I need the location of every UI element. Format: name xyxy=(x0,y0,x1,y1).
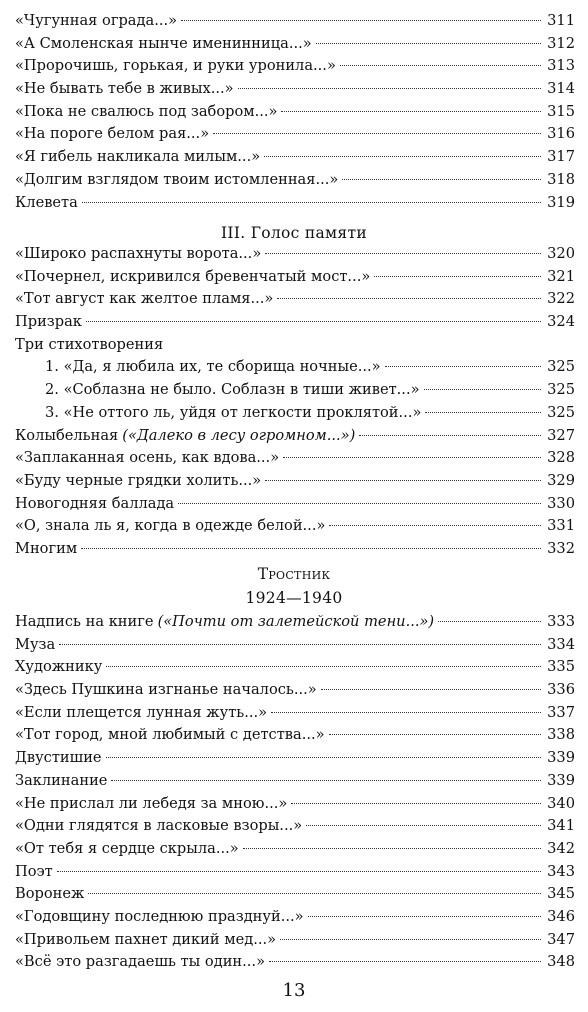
toc-entry xyxy=(15,906,575,929)
dot-leader xyxy=(340,65,541,66)
dot-leader xyxy=(106,757,541,758)
dot-leader xyxy=(424,389,541,390)
entry-title xyxy=(15,243,261,266)
entry-title-text: Муза xyxy=(15,635,56,653)
entry-title xyxy=(15,883,84,906)
entry-title-text: «Пророчишь, горькая, и руки уронила...» xyxy=(15,57,336,75)
entry-title-text: «Тот август как желтое пламя...» xyxy=(15,290,274,308)
dot-leader xyxy=(86,321,541,322)
entry-title xyxy=(15,679,317,702)
entry-title xyxy=(15,611,434,634)
dot-leader xyxy=(385,366,541,367)
entry-title xyxy=(15,929,276,952)
entry-page-number: 325 xyxy=(547,403,575,421)
toc-entry xyxy=(15,883,575,906)
toc-entry xyxy=(15,702,575,725)
entry-page-number: 346 xyxy=(547,907,575,925)
entry-page-number: 318 xyxy=(547,170,575,188)
entry-title-text: Клевета xyxy=(15,193,78,211)
toc-entry xyxy=(15,929,575,952)
entry-page-number: 341 xyxy=(547,817,575,835)
dot-leader xyxy=(281,111,541,112)
toc-block-2 xyxy=(15,243,575,561)
entry-title xyxy=(15,288,273,311)
entry-title xyxy=(15,33,312,56)
entry-page-number: 339 xyxy=(547,749,575,767)
dot-leader xyxy=(321,689,541,690)
toc-entry xyxy=(15,838,575,861)
dot-leader xyxy=(329,525,541,526)
entry-page-number: 314 xyxy=(547,80,575,98)
dot-leader xyxy=(81,548,541,549)
entry-title xyxy=(15,538,77,561)
entry-title xyxy=(15,447,279,470)
entry-title-text: Новогодняя баллада xyxy=(15,494,175,512)
entry-title xyxy=(45,356,381,379)
entry-title-text: Колыбельная xyxy=(15,426,119,444)
entry-title-text: «Я гибель накликала милым...» xyxy=(15,148,261,166)
entry-title xyxy=(15,146,260,169)
dot-leader xyxy=(283,457,541,458)
entry-title xyxy=(15,470,261,493)
toc-entry xyxy=(15,770,575,793)
entry-page-number: 342 xyxy=(547,839,575,857)
toc-entry xyxy=(15,78,575,101)
entry-page-number: 325 xyxy=(547,358,575,376)
toc-block-3 xyxy=(15,611,575,974)
entry-title xyxy=(15,815,302,838)
toc-entry xyxy=(15,311,575,334)
entry-page-number: 313 xyxy=(547,57,575,75)
entry-title xyxy=(15,78,234,101)
entry-title-text: 2. «Соблазна не было. Соблазн в тиши живет...» xyxy=(45,381,420,399)
entry-title xyxy=(15,55,336,78)
dot-leader xyxy=(111,780,541,781)
entry-title xyxy=(15,334,163,357)
entry-title-text: «Тот город, мной любимый с детства...» xyxy=(15,726,325,744)
dot-leader xyxy=(269,961,541,962)
toc-entry xyxy=(15,402,575,425)
entry-page-number: 348 xyxy=(547,953,575,971)
dot-leader xyxy=(59,644,541,645)
toc-entry xyxy=(15,493,575,516)
entry-title xyxy=(15,311,82,334)
entry-title xyxy=(15,951,265,974)
toc-block-1 xyxy=(15,10,575,214)
entry-page-number: 312 xyxy=(547,34,575,52)
entry-page-number: 320 xyxy=(547,245,575,262)
entry-title xyxy=(15,861,53,884)
dot-leader xyxy=(306,825,541,826)
toc-entry xyxy=(15,538,575,561)
dot-leader xyxy=(213,133,541,134)
entry-title-text: Три стихотворения xyxy=(15,335,164,353)
entry-title xyxy=(45,379,420,402)
entry-title xyxy=(15,656,102,679)
entry-title-text: «Если плещется лунная жуть...» xyxy=(15,703,268,721)
entry-page-number: 331 xyxy=(547,517,575,535)
entry-note: («Далеко в лесу огромном...») xyxy=(122,426,356,444)
toc-entry xyxy=(15,815,575,838)
entry-title-text: «Широко распахнуты ворота...» xyxy=(15,245,262,262)
toc-entry xyxy=(15,747,575,770)
toc-entry xyxy=(15,266,575,289)
entry-title xyxy=(15,425,355,448)
entry-title xyxy=(15,515,325,538)
entry-title-text: Надпись на книге xyxy=(15,613,154,630)
entry-title xyxy=(15,123,209,146)
toc-entry xyxy=(15,334,575,357)
entry-title xyxy=(15,770,107,793)
dot-leader xyxy=(264,156,541,157)
entry-title-text: 3. «Не оттого ль, уйдя от легкости проклятой...» xyxy=(45,403,422,421)
toc-entry xyxy=(15,656,575,679)
entry-title-text: Призрак xyxy=(15,313,82,331)
entry-page-number: 333 xyxy=(547,613,575,630)
dot-leader xyxy=(238,88,541,89)
entry-title-text: «Пока не свалюсь под забором...» xyxy=(15,102,278,120)
entry-title xyxy=(15,747,102,770)
entry-page-number: 332 xyxy=(547,539,575,557)
entry-title-text: «Почернел, искривился бревенчатый мост...» xyxy=(15,267,371,285)
dot-leader xyxy=(88,893,541,894)
section-years: 1924—1940 xyxy=(245,589,343,607)
toc-entry xyxy=(15,123,575,146)
dot-leader xyxy=(82,202,541,203)
entry-title-text: Воронеж xyxy=(15,885,85,903)
entry-page-number: 329 xyxy=(547,471,575,489)
entry-title-text: «Годовщину последнюю празднуй...» xyxy=(15,907,304,925)
toc-entry xyxy=(15,425,575,448)
entry-title-text: Заклинание xyxy=(15,771,108,789)
dot-leader xyxy=(438,621,541,622)
dot-leader xyxy=(106,666,541,667)
toc-entry xyxy=(15,951,575,974)
toc-entry xyxy=(15,192,575,215)
entry-title-text: Поэт xyxy=(15,862,53,880)
entry-page-number: 347 xyxy=(547,930,575,948)
toc-entry xyxy=(15,55,575,78)
entry-page-number: 317 xyxy=(547,148,575,166)
dot-leader xyxy=(425,412,541,413)
entry-title-text: «Всё это разгадаешь ты один...» xyxy=(15,953,265,971)
entry-page-number: 338 xyxy=(547,726,575,744)
entry-title xyxy=(15,724,325,747)
toc-entry xyxy=(15,101,575,124)
dot-leader xyxy=(57,871,541,872)
toc-entry xyxy=(15,379,575,402)
dot-leader xyxy=(243,848,541,849)
entry-page-number: 311 xyxy=(547,12,575,29)
entry-page-number: 315 xyxy=(547,102,575,120)
dot-leader xyxy=(181,20,541,21)
entry-title-text: Двустишие xyxy=(15,749,102,767)
entry-title-text: «Не прислал ли лебедя за мною...» xyxy=(15,794,288,812)
toc-entry xyxy=(15,861,575,884)
entry-title xyxy=(15,266,370,289)
entry-page-number: 321 xyxy=(547,267,575,285)
toc-entry xyxy=(15,10,575,33)
entry-title-text: «Здесь Пушкина изгнанье началось...» xyxy=(15,681,317,699)
entry-title-text: «О, знала ль я, когда в одежде белой...» xyxy=(15,517,326,535)
dot-leader xyxy=(308,916,541,917)
entry-page-number: 335 xyxy=(547,658,575,676)
dot-leader xyxy=(178,503,541,504)
entry-page-number: 319 xyxy=(547,193,575,211)
entry-title xyxy=(15,906,304,929)
entry-title xyxy=(15,493,174,516)
entry-page-number: 322 xyxy=(547,290,575,308)
entry-title-text: «А Смоленская нынче именинница...» xyxy=(15,34,312,52)
dot-leader xyxy=(265,480,541,481)
toc-entry xyxy=(15,243,575,266)
section-heading-golos-pamyati: III. Голос памяти xyxy=(220,224,367,242)
dot-leader xyxy=(342,179,541,180)
dot-leader xyxy=(277,298,541,299)
entry-note: («Почти от залетейской тени...») xyxy=(157,613,435,630)
toc-entry xyxy=(15,679,575,702)
entry-title xyxy=(15,838,239,861)
dot-leader xyxy=(316,43,541,44)
entry-page-number: 327 xyxy=(547,426,575,444)
entry-page-number: 339 xyxy=(547,771,575,789)
toc-entry xyxy=(15,447,575,470)
toc-entry xyxy=(15,634,575,657)
entry-title-text: Художнику xyxy=(15,658,103,676)
entry-title xyxy=(15,702,267,725)
toc-entry xyxy=(15,169,575,192)
toc-entry xyxy=(15,288,575,311)
entry-page-number: 336 xyxy=(547,681,575,699)
entry-title-text: «Одни глядятся в ласковые взоры...» xyxy=(15,817,303,835)
toc-entry xyxy=(15,146,575,169)
page-number-footer: 13 xyxy=(282,980,306,1001)
entry-title xyxy=(15,192,78,215)
entry-title-text: «От тебя я сердце скрыла...» xyxy=(15,839,239,857)
dot-leader xyxy=(329,734,541,735)
entry-title xyxy=(45,402,421,425)
entry-title-text: «Буду черные грядки холить...» xyxy=(15,471,262,489)
toc-entry xyxy=(15,470,575,493)
entry-title-text: Многим xyxy=(15,539,78,557)
entry-page-number: 334 xyxy=(547,635,575,653)
entry-title xyxy=(15,169,338,192)
entry-title-text: 1. «Да, я любила их, те сборища ночные...» xyxy=(45,358,381,376)
entry-title xyxy=(15,793,287,816)
entry-page-number: 330 xyxy=(547,494,575,512)
entry-page-number: 316 xyxy=(547,125,575,143)
dot-leader xyxy=(280,939,541,940)
entry-page-number: 343 xyxy=(547,862,575,880)
entry-page-number: 340 xyxy=(547,794,575,812)
dot-leader xyxy=(265,253,541,254)
toc-entry xyxy=(15,33,575,56)
entry-title-text: «Привольем пахнет дикий мед...» xyxy=(15,930,277,948)
entry-title-text: «Не бывать тебе в живых...» xyxy=(15,80,234,98)
entry-page-number: 324 xyxy=(547,313,575,331)
entry-title-text: «Чугунная ограда...» xyxy=(15,12,178,29)
entry-page-number: 345 xyxy=(547,885,575,903)
entry-title-text: «Долгим взглядом твоим истомленная...» xyxy=(15,170,339,188)
dot-leader xyxy=(359,435,541,436)
entry-title xyxy=(15,634,55,657)
section-heading-trostnik: Тростник xyxy=(257,565,331,583)
dot-leader xyxy=(374,276,541,277)
dot-leader xyxy=(291,803,541,804)
toc-entry xyxy=(15,611,575,634)
toc-entry xyxy=(15,356,575,379)
toc-entry xyxy=(15,793,575,816)
entry-page-number: 337 xyxy=(547,703,575,721)
entry-title xyxy=(15,101,277,124)
toc-entry xyxy=(15,515,575,538)
entry-title xyxy=(15,10,177,33)
entry-title-text: «Заплаканная осень, как вдова...» xyxy=(15,449,280,467)
entry-title-text: «На пороге белом рая...» xyxy=(15,125,210,143)
entry-page-number: 325 xyxy=(547,381,575,399)
toc-entry xyxy=(15,724,575,747)
entry-page-number: 328 xyxy=(547,449,575,467)
dot-leader xyxy=(271,712,541,713)
